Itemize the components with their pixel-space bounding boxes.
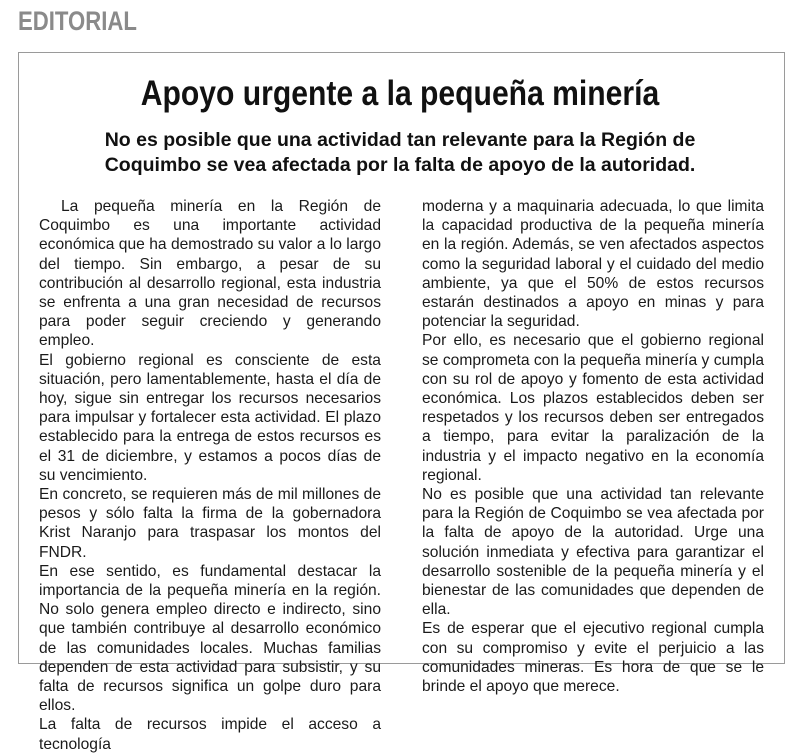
body-paragraph: El gobierno regional es consciente de esta situación, pero lamentablemente, hasta el día de hoy, sigue sin entregar los recursos necesarios para impulsar y fortalecer esta actividad. El plazo establecido para la entrega de estos recursos es el 31 de diciembre, y estamos a pocos días de su vencimiento. bbox=[39, 351, 381, 484]
body-paragraph: No es posible que una actividad tan relevante para la Región de Coquimbo se vea afectada por la falta de apoyo de la autoridad. Urge una solución inmediata y efectiva para garantizar el desarrollo sostenible de la pequeña minería y el bienestar de las comunidades que dependen de ella. bbox=[422, 486, 764, 619]
body-column-left bbox=[39, 197, 381, 754]
body-paragraph: Por ello, es necesario que el gobierno regional se comprometa con la pequeña minería y cumpla con su rol de apoyo y fomento de esta actividad económica. Los plazos establecidos deben ser respetados y los recursos deben ser entregados a tiempo, para evitar la paralización de la industria y el impacto negativo en la economía regional. bbox=[422, 332, 764, 484]
body-paragraph: En ese sentido, es fundamental destacar la importancia de la pequeña minería en la región. No solo genera empleo directo e indirecto, sino que también contribuye al desarrollo económico de las comunidades locales. Muchas familias dependen de esta actividad para subsistir, y su falta de recursos significa un golpe duro para ellos. bbox=[39, 562, 381, 715]
body-column-right bbox=[422, 197, 764, 696]
headline: Apoyo urgente a la pequeña minería bbox=[140, 74, 660, 113]
body-paragraph: En concreto, se requieren más de mil millones de pesos y sólo falta la firma de la gobernadora Krist Naranjo para traspasar los montos del FNDR. bbox=[39, 486, 381, 561]
section-label: EDITORIAL bbox=[18, 6, 137, 36]
body-paragraph: La falta de recursos impide el acceso a tecnología bbox=[39, 716, 381, 753]
subheadline: No es posible que una actividad tan relevante para la Región de Coquimbo se vea afectada por la falta de apoyo de la autoridad. bbox=[104, 129, 696, 176]
body-paragraph: La pequeña minería en la Región de Coquimbo es una importante actividad económica que ha demostrado su valor a lo largo del tiempo. Sin embargo, a pesar de su contribución al desarrollo regional, esta industria se enfrenta a una gran necesidad de recursos para poder seguir creciendo y generando empleo. bbox=[39, 198, 381, 350]
body-paragraph: moderna y a maquinaria adecuada, lo que limita la capacidad productiva de la pequeña minería en la región. Además, se ven afectados aspectos como la seguridad laboral y el cuidado del medio ambiente, ya que el 50% de estos recursos estarán destinados a apoyo en minas y para potenciar la seguridad. bbox=[422, 198, 764, 331]
body-paragraph: Es de esperar que el ejecutivo regional cumpla con su compromiso y evite el perjuicio a las comunidades mineras. Es hora de que se le brinde el apoyo que merece. bbox=[422, 620, 764, 696]
